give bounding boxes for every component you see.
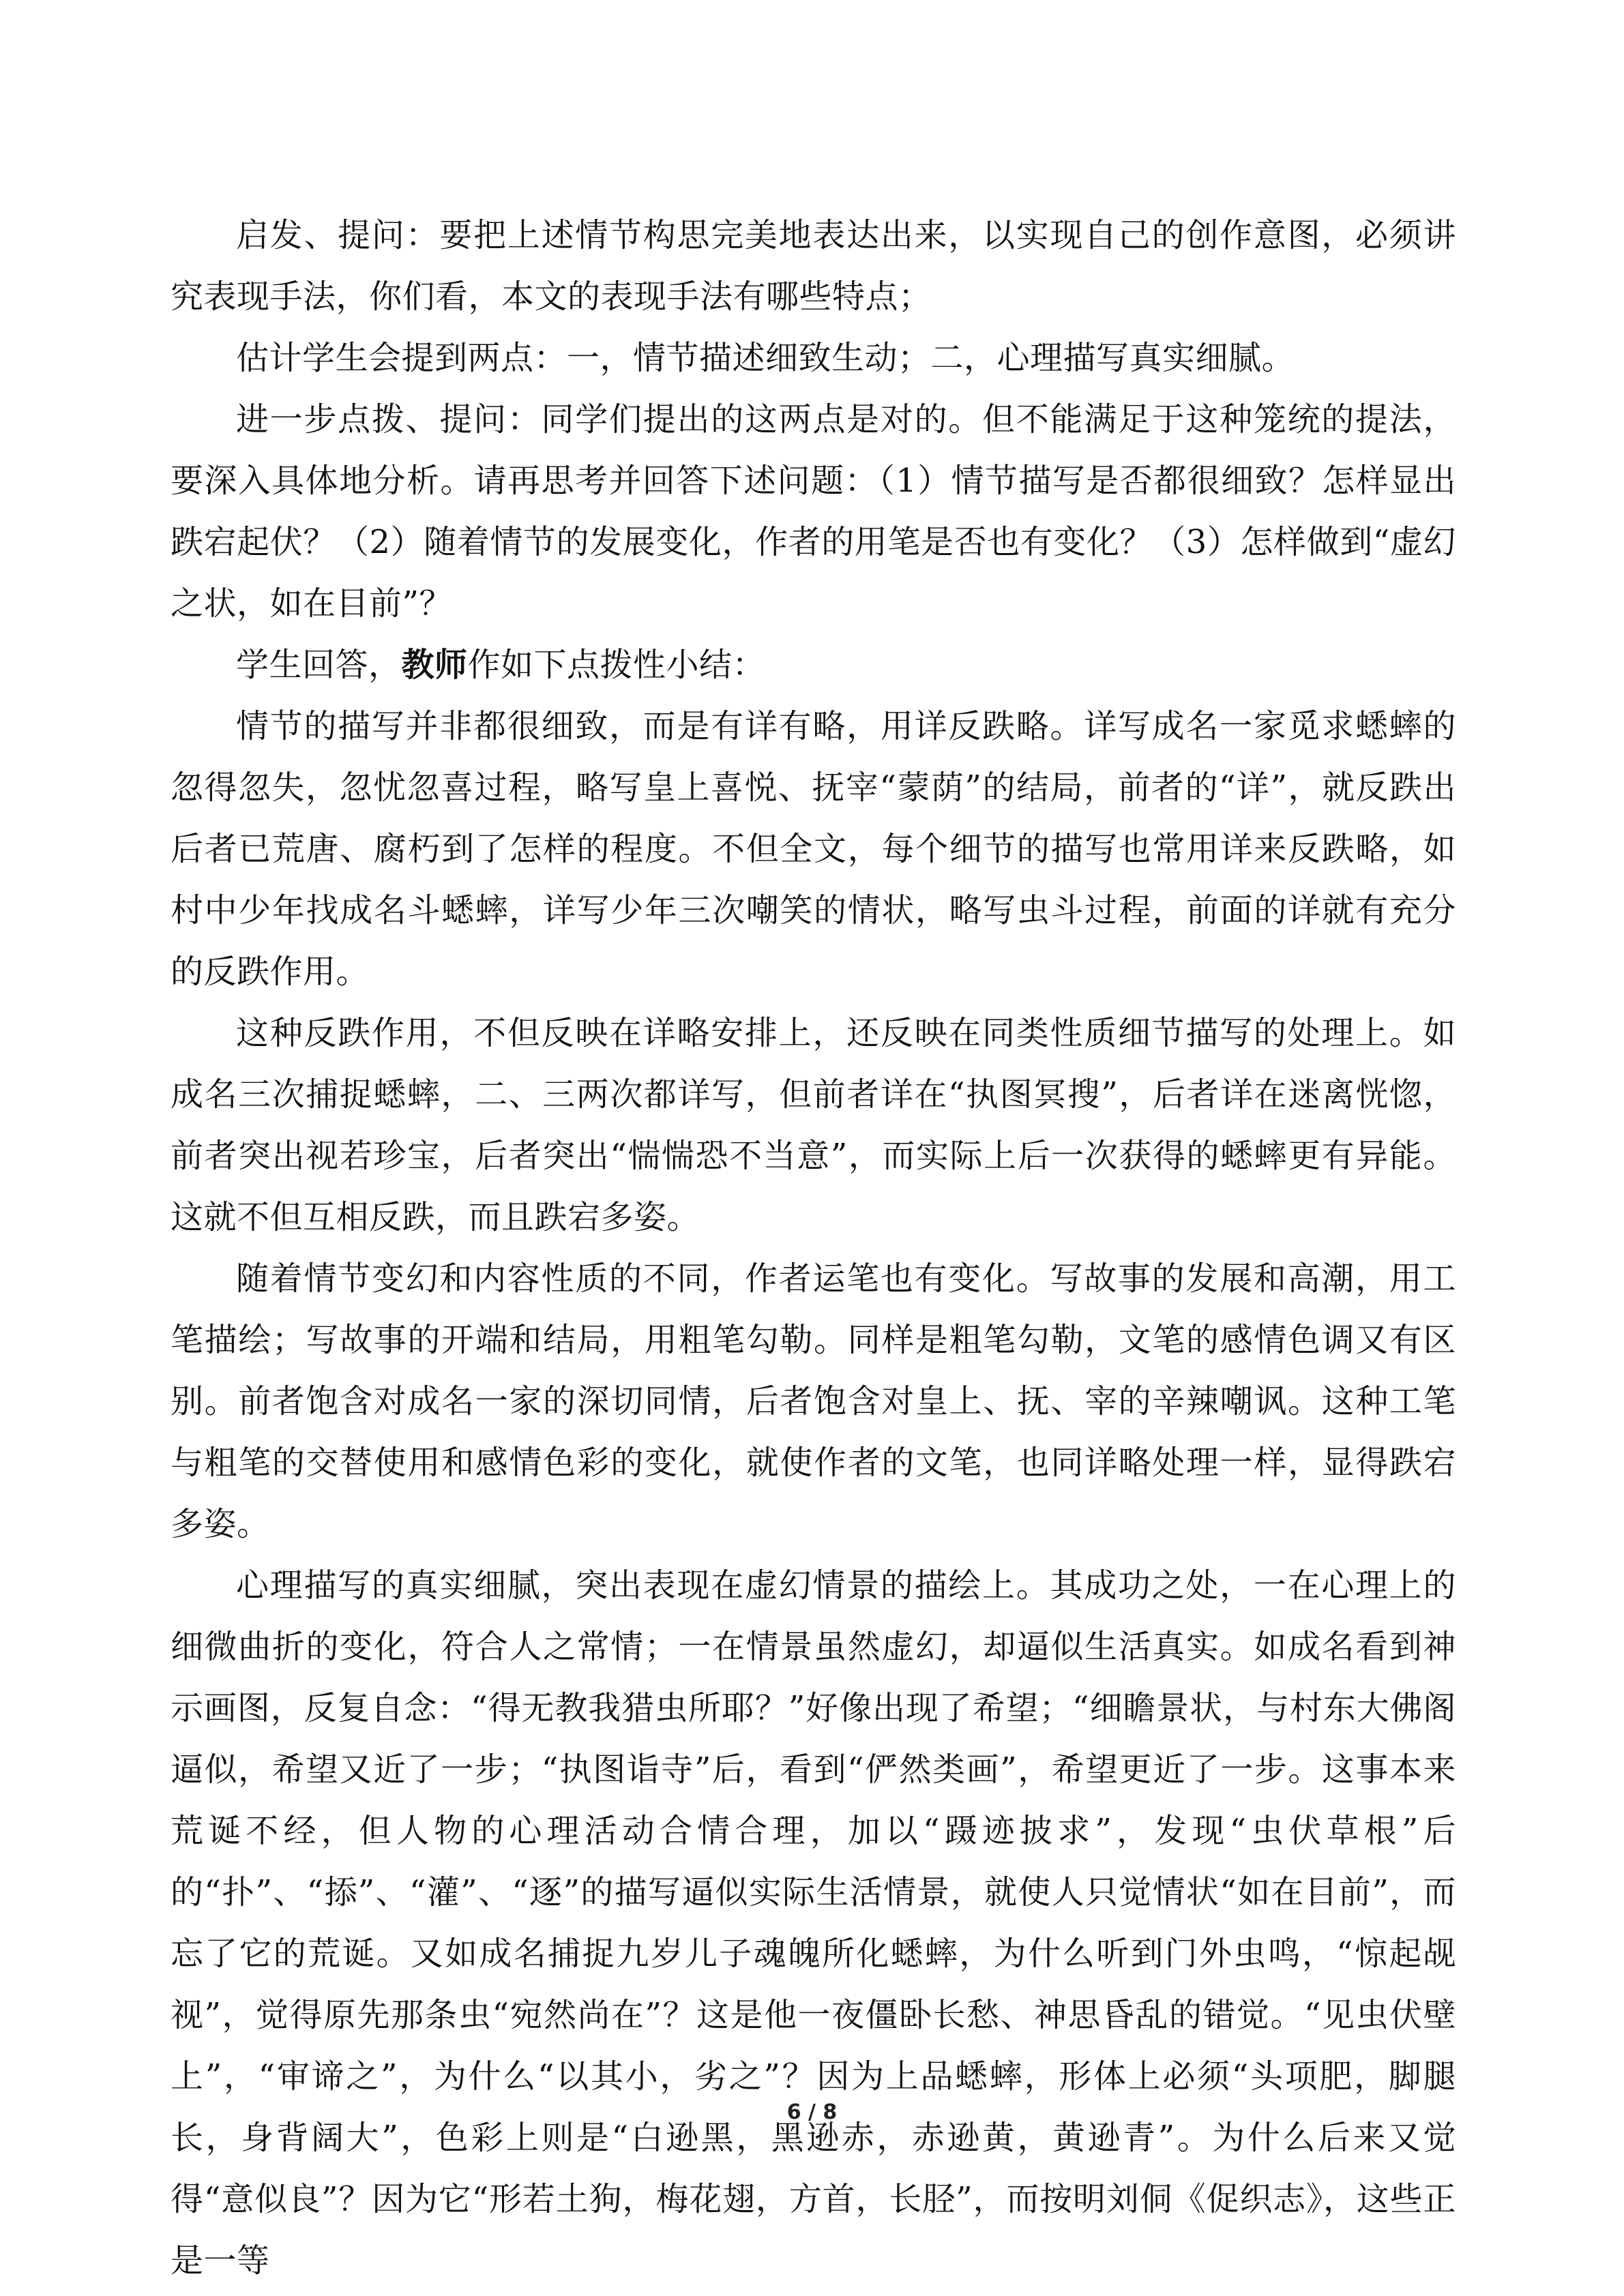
paragraph-psychological-description: 心理描写的真实细腻，突出表现在虚幻情景的描绘上。其成功之处，一在心理上的细微曲折的变化，符合人之常情；一在情景虽然虚幻，却逼似生活真实。如成名看到神示画图，反复自念：“得无教我猎虫所耶？”好像出现了希望；“细瞻景状，与村东大佛阁逼似，希望又近了一步；“执图诣寺”后，看到“俨然类画”，希望更近了一步。这事本来荒诞不经，但人物的心理活动合情合理，加以“蹑迹披求”，发现“虫伏草根”后的“扑”、“掭”、“灌”、“逐”的描写逼似实际生活情景，就使人只觉情状“如在目前”，而忘了它的荒诞。又如成名捕捉九岁儿子魂魄所化蟋蟀，为什么听到门外虫鸣，“惊起觇视”，觉得原先那条虫“宛然尚在”？这是他一夜僵卧长愁、神思昏乱的错觉。“见虫伏壁上”，“审谛之”，为什么“以其小，劣之”？因为上品蟋蟀，形体上必须“头项肥，脚腿长，身背阔大”，色彩上则是“白逊黑，黑逊赤，赤逊黄，黄逊青”。为什么后来又觉得“意似良”？因为它“形若土狗，梅花翅，方首，长胫”，而按明刘侗《促织志》，这些正是一等 [171, 1566, 1456, 2280]
paragraph-writing-style: 随着情节变幻和内容性质的不同，作者运笔也有变化。写故事的发展和高潮，用工笔描绘；写故事的开端和结局，用粗笔勾勒。同样是粗笔勾勒，文笔的感情色调又有区别。前者饱含对成名一家的深切同情，后者饱含对皇上、抚、宰的辛辣嘲讽。这种工笔与粗笔的交替使用和感情色彩的变化，就使作者的文笔，也同详略处理一样，显得跌宕多姿。 [171, 1259, 1456, 1543]
summary-intro-before: 学生回答， [236, 646, 402, 684]
summary-intro-bold-teacher: 教师 [401, 646, 468, 684]
paragraph-further-questions: 进一步点拨、提问：同学们提出的这两点是对的。但不能满足于这种笼统的提法，要深入具体地分析。请再思考并回答下述问题：（1）情节描写是否都很细致？怎样显出跌宕起伏？（2）随着情节的发展变化，作者的用笔是否也有变化？（3）怎样做到“虚幻之状，如在目前”？ [171, 400, 1456, 623]
paragraph-prompt-question: 启发、提问：要把上述情节构思完美地表达出来，以实现自己的创作意图，必须讲究表现手法，你们看，本文的表现手法有哪些特点； [171, 216, 1456, 316]
page-number: 6 / 8 [786, 2100, 838, 2124]
paragraph-student-estimate: 估计学生会提到两点：一，情节描述细致生动；二，心理描写真实细腻。 [236, 339, 1295, 377]
paragraph-teacher-summary-intro [171, 634, 1456, 696]
paragraph-plot-detail: 情节的描写并非都很细致，而是有详有略，用详反跌略。详写成名一家觅求蟋蟀的忽得忽失，忽忧忽喜过程，略写皇上喜悦、抚宰“蒙荫”的结局，前者的“详”，就反跌出后者已荒唐、腐朽到了怎样的程度。不但全文，每个细节的描写也常用详来反跌略，如村中少年找成名斗蟋蟀，详写少年三次嘲笑的情状，略写虫斗过程，前面的详就有充分的反跌作用。 [171, 707, 1456, 991]
summary-intro-after: 作如下点拨性小结： [467, 646, 766, 684]
document-body [171, 205, 1456, 2291]
paragraph-contrast-effect: 这种反跌作用，不但反映在详略安排上，还反映在同类性质细节描写的处理上。如成名三次捕捉蟋蟀，二、三两次都详写，但前者详在“执图冥搜”，后者详在迷离恍惚，前者突出视若珍宝，后者突出“惴惴恐不当意”，而实际上后一次获得的蟋蟀更有异能。这就不但互相反跌，而且跌宕多姿。 [171, 1014, 1456, 1236]
